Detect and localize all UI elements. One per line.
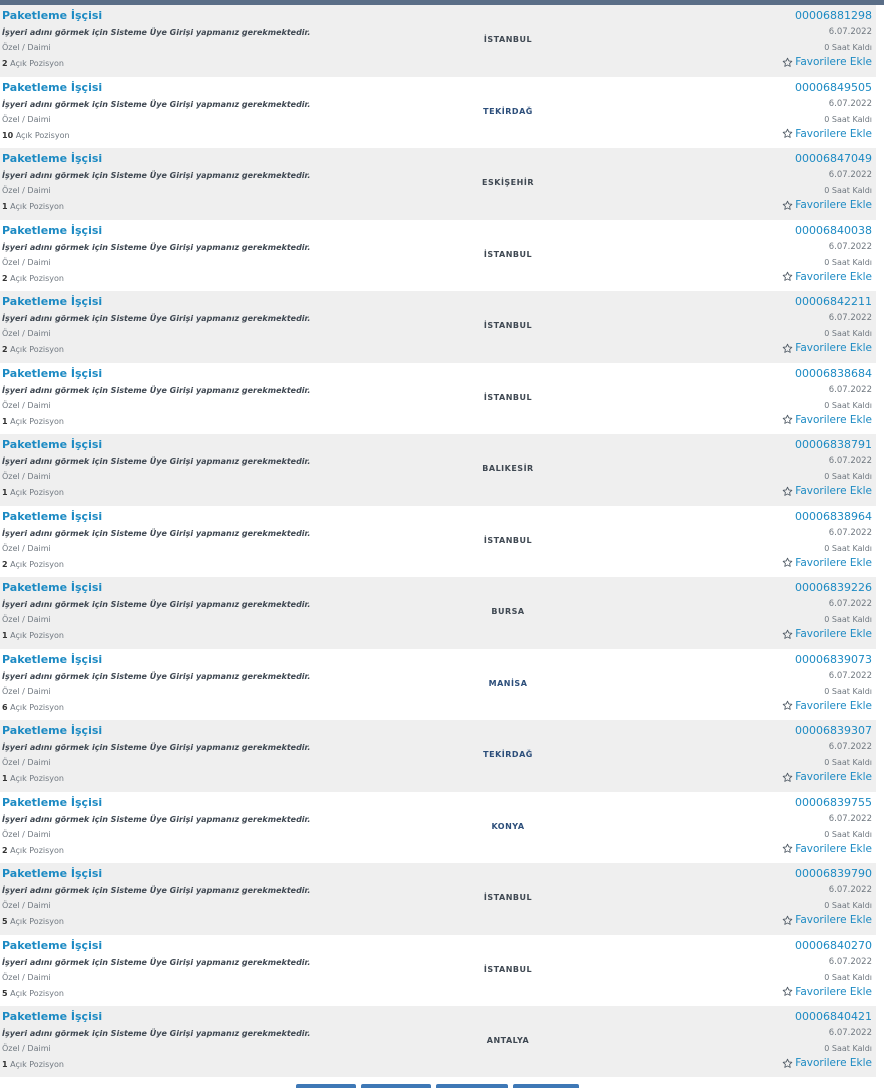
job-type: Özel / Daimi	[2, 543, 51, 553]
job-type: Özel / Daimi	[2, 972, 51, 982]
open-positions-label: Açık Pozisyon	[10, 917, 64, 926]
add-to-favorites-link[interactable]	[782, 771, 872, 783]
pagination-button[interactable]	[513, 1084, 579, 1088]
job-title-link[interactable]: Paketleme İşçisi	[2, 223, 103, 237]
open-positions	[2, 131, 70, 140]
open-positions-label: Açık Pozisyon	[10, 488, 64, 497]
job-city: TEKİRDAĞ	[483, 750, 533, 759]
open-positions-count: 2	[2, 345, 8, 354]
open-positions-count: 2	[2, 273, 8, 283]
star-outline-icon	[782, 414, 793, 425]
open-positions-count: 1	[2, 488, 8, 497]
pagination-button[interactable]	[296, 1084, 356, 1088]
job-row	[0, 77, 876, 149]
add-to-favorites-label: Favorilere Ekle	[795, 413, 872, 426]
open-positions-count: 5	[2, 988, 8, 998]
add-to-favorites-link[interactable]	[782, 1057, 872, 1069]
add-to-favorites-link[interactable]	[782, 485, 872, 497]
job-city: İSTANBUL	[483, 535, 533, 545]
add-to-favorites-label: Favorilere Ekle	[795, 485, 872, 497]
time-remaining: 0 Saat Kaldı	[824, 114, 872, 124]
open-positions	[2, 560, 64, 569]
employer-login-notice: İşyeri adını görmek için Sisteme Üye Girişi yapmanız gerekmektedir.	[2, 886, 311, 895]
job-title-link[interactable]: Paketleme İşçisi	[2, 581, 103, 594]
listing-date: 6.07.2022	[828, 813, 872, 824]
listing-number-link[interactable]: 00006847049	[795, 152, 872, 165]
open-positions-count: 6	[2, 702, 8, 712]
job-type: Özel / Daimi	[2, 615, 51, 624]
open-positions-count: 2	[2, 59, 8, 68]
pagination-button[interactable]	[436, 1084, 508, 1088]
job-row	[0, 577, 876, 649]
open-positions	[2, 202, 64, 211]
listing-number-link[interactable]: 00006838684	[795, 366, 872, 380]
job-title-link[interactable]: Paketleme İşçisi	[2, 295, 103, 308]
listing-date: 6.07.2022	[828, 27, 872, 37]
job-listing	[0, 5, 876, 1078]
job-row	[0, 5, 876, 77]
job-row	[0, 148, 876, 220]
open-positions-label: Açık Pozisyon	[10, 202, 64, 211]
job-type: Özel / Daimi	[2, 329, 51, 338]
pagination-bar	[0, 1077, 884, 1086]
open-positions	[2, 59, 64, 68]
job-title-link[interactable]: Paketleme İşçisi	[2, 438, 103, 451]
job-city: TEKİRDAĞ	[483, 106, 533, 116]
listing-number-link[interactable]: 00006838964	[795, 509, 872, 523]
open-positions	[2, 1060, 64, 1069]
star-outline-icon	[782, 772, 793, 783]
job-row	[0, 863, 876, 935]
listing-date: 6.07.2022	[828, 885, 872, 895]
job-type: Özel / Daimi	[2, 1044, 51, 1053]
listing-number-link[interactable]: 00006839307	[795, 724, 872, 737]
open-positions-label: Açık Pozisyon	[10, 702, 64, 712]
listing-number-link[interactable]: 00006839790	[795, 867, 872, 880]
employer-login-notice: İşyeri adını görmek için Sisteme Üye Girişi yapmanız gerekmektedir.	[2, 385, 311, 395]
add-to-favorites-label: Favorilere Ekle	[795, 199, 872, 211]
add-to-favorites-link[interactable]	[782, 414, 872, 426]
time-remaining: 0 Saat Kaldı	[824, 615, 872, 624]
employer-login-notice: İşyeri adını görmek için Sisteme Üye Girişi yapmanız gerekmektedir.	[2, 457, 311, 466]
job-type: Özel / Daimi	[2, 43, 51, 52]
job-row	[0, 1006, 876, 1078]
listing-date: 6.07.2022	[828, 98, 872, 109]
time-remaining: 0 Saat Kaldı	[824, 901, 872, 910]
open-positions-label: Açık Pozisyon	[15, 130, 70, 140]
job-row	[0, 935, 876, 1007]
job-type: Özel / Daimi	[2, 686, 51, 696]
time-remaining: 0 Saat Kaldı	[824, 329, 872, 338]
job-title-link[interactable]: Paketleme İşçisi	[2, 724, 103, 737]
add-to-favorites-label: Favorilere Ekle	[795, 56, 872, 68]
star-outline-icon	[782, 986, 793, 997]
add-to-favorites-link[interactable]	[782, 199, 872, 211]
add-to-favorites-label: Favorilere Ekle	[795, 914, 872, 926]
star-outline-icon	[782, 629, 793, 640]
add-to-favorites-link[interactable]	[782, 986, 872, 998]
listing-number-link[interactable]: 00006839226	[795, 581, 872, 594]
listing-date: 6.07.2022	[828, 456, 872, 466]
listing-date: 6.07.2022	[828, 670, 872, 681]
employer-login-notice: İşyeri adını görmek için Sisteme Üye Girişi yapmanız gerekmektedir.	[2, 814, 311, 824]
job-city: İSTANBUL	[483, 249, 533, 259]
open-positions-label: Açık Pozisyon	[10, 1060, 64, 1069]
time-remaining: 0 Saat Kaldı	[824, 472, 872, 481]
employer-login-notice: İşyeri adını görmek için Sisteme Üye Girişi yapmanız gerekmektedir.	[2, 743, 311, 752]
employer-login-notice: İşyeri adını görmek için Sisteme Üye Girişi yapmanız gerekmektedir.	[2, 314, 311, 323]
listing-number-link[interactable]: 00006840270	[795, 938, 872, 952]
job-city: İSTANBUL	[483, 964, 533, 974]
open-positions-label: Açık Pozisyon	[10, 59, 64, 68]
job-type: Özel / Daimi	[2, 400, 51, 410]
employer-login-notice: İşyeri adını görmek için Sisteme Üye Girişi yapmanız gerekmektedir.	[2, 528, 311, 538]
open-positions	[2, 417, 64, 426]
star-outline-icon	[782, 486, 793, 497]
job-type: Özel / Daimi	[2, 186, 51, 195]
job-title-link[interactable]: Paketleme İşçisi	[2, 509, 103, 523]
listing-number-link[interactable]: 00006839755	[795, 795, 872, 809]
job-city: BURSA	[491, 607, 525, 616]
time-remaining: 0 Saat Kaldı	[824, 186, 872, 195]
employer-login-notice: İşyeri adını görmek için Sisteme Üye Girişi yapmanız gerekmektedir.	[2, 28, 311, 37]
open-positions	[2, 345, 64, 354]
add-to-favorites-link[interactable]	[782, 843, 872, 855]
employer-login-notice: İşyeri adını görmek için Sisteme Üye Girişi yapmanız gerekmektedir.	[2, 1029, 311, 1038]
employer-login-notice: İşyeri adını görmek için Sisteme Üye Girişi yapmanız gerekmektedir.	[2, 671, 311, 681]
job-row	[0, 434, 876, 506]
add-to-favorites-link[interactable]	[782, 271, 872, 283]
star-outline-icon	[782, 128, 793, 139]
add-to-favorites-link[interactable]	[782, 557, 872, 569]
add-to-favorites-label: Favorilere Ekle	[795, 699, 872, 712]
employer-login-notice: İşyeri adını görmek için Sisteme Üye Girişi yapmanız gerekmektedir.	[2, 957, 311, 967]
open-positions-count: 2	[2, 845, 8, 855]
job-type: Özel / Daimi	[2, 257, 51, 267]
job-city: BALIKESİR	[482, 464, 534, 473]
job-title-link[interactable]: Paketleme İşçisi	[2, 9, 103, 22]
listing-number-link[interactable]: 00006839073	[795, 652, 872, 666]
job-row	[0, 649, 876, 721]
job-title-link[interactable]: Paketleme İşçisi	[2, 867, 103, 880]
job-row	[0, 506, 876, 578]
listing-date: 6.07.2022	[828, 384, 872, 395]
star-outline-icon	[782, 1058, 793, 1069]
job-type: Özel / Daimi	[2, 758, 51, 767]
job-city: MANİSA	[488, 678, 528, 688]
job-city: KONYA	[491, 821, 525, 831]
job-title-link[interactable]: Paketleme İşçisi	[2, 1010, 103, 1023]
listing-number-link[interactable]: 00006840421	[795, 1010, 872, 1023]
open-positions	[2, 274, 64, 283]
listing-date: 6.07.2022	[828, 599, 872, 609]
open-positions	[2, 774, 64, 783]
open-positions-count: 5	[2, 917, 8, 926]
add-to-favorites-link[interactable]	[782, 914, 872, 926]
open-positions-label: Açık Pozisyon	[10, 559, 64, 569]
job-city: İSTANBUL	[483, 35, 533, 44]
open-positions	[2, 703, 64, 712]
job-row	[0, 291, 876, 363]
add-to-favorites-label: Favorilere Ekle	[795, 771, 872, 783]
time-remaining: 0 Saat Kaldı	[824, 543, 872, 553]
add-to-favorites-link[interactable]	[782, 700, 872, 712]
job-type: Özel / Daimi	[2, 114, 51, 124]
job-city: ESKİŞEHİR	[482, 178, 534, 187]
job-city: ANTALYA	[486, 1036, 530, 1045]
open-positions-label: Açık Pozisyon	[10, 845, 64, 855]
open-positions-count: 2	[2, 559, 8, 569]
open-positions	[2, 917, 64, 926]
open-positions	[2, 989, 64, 998]
listing-date: 6.07.2022	[828, 170, 872, 180]
add-to-favorites-label: Favorilere Ekle	[795, 270, 872, 283]
open-positions	[2, 488, 64, 497]
add-to-favorites-link[interactable]	[782, 628, 872, 640]
time-remaining: 0 Saat Kaldı	[824, 1044, 872, 1053]
open-positions-count: 1	[2, 774, 8, 783]
time-remaining: 0 Saat Kaldı	[824, 257, 872, 267]
open-positions-label: Açık Pozisyon	[10, 273, 64, 283]
open-positions-label: Açık Pozisyon	[10, 774, 64, 783]
pagination-button[interactable]	[361, 1084, 431, 1088]
job-row	[0, 220, 876, 292]
time-remaining: 0 Saat Kaldı	[824, 829, 872, 839]
listing-date: 6.07.2022	[828, 241, 872, 252]
open-positions	[2, 846, 64, 855]
open-positions-count: 1	[2, 416, 8, 426]
employer-login-notice: İşyeri adını görmek için Sisteme Üye Girişi yapmanız gerekmektedir.	[2, 99, 311, 109]
add-to-favorites-label: Favorilere Ekle	[795, 556, 872, 569]
listing-number-link[interactable]: 00006840038	[795, 223, 872, 237]
job-row	[0, 363, 876, 435]
listing-date: 6.07.2022	[828, 1028, 872, 1038]
open-positions-label: Açık Pozisyon	[10, 988, 64, 998]
add-to-favorites-link[interactable]	[782, 342, 872, 354]
open-positions-count: 1	[2, 1060, 8, 1069]
star-outline-icon	[782, 343, 793, 354]
job-title-link[interactable]: Paketleme İşçisi	[2, 80, 103, 94]
open-positions-count: 1	[2, 202, 8, 211]
add-to-favorites-label: Favorilere Ekle	[795, 342, 872, 354]
add-to-favorites-link[interactable]	[782, 128, 872, 140]
job-type: Özel / Daimi	[2, 472, 51, 481]
listing-date: 6.07.2022	[828, 527, 872, 538]
add-to-favorites-label: Favorilere Ekle	[795, 127, 872, 140]
star-outline-icon	[782, 700, 793, 711]
star-outline-icon	[782, 557, 793, 568]
job-title-link[interactable]: Paketleme İşçisi	[2, 152, 103, 165]
open-positions-label: Açık Pozisyon	[10, 416, 64, 426]
job-title-link[interactable]: Paketleme İşçisi	[2, 652, 103, 666]
employer-login-notice: İşyeri adını görmek için Sisteme Üye Girişi yapmanız gerekmektedir.	[2, 600, 311, 609]
time-remaining: 0 Saat Kaldı	[824, 972, 872, 982]
listing-date: 6.07.2022	[828, 956, 872, 967]
star-outline-icon	[782, 843, 793, 854]
star-outline-icon	[782, 271, 793, 282]
time-remaining: 0 Saat Kaldı	[824, 400, 872, 410]
add-to-favorites-label: Favorilere Ekle	[795, 842, 872, 855]
listing-number-link[interactable]: 00006838791	[795, 438, 872, 451]
listing-date: 6.07.2022	[828, 313, 872, 323]
job-row	[0, 720, 876, 792]
job-type: Özel / Daimi	[2, 829, 51, 839]
star-outline-icon	[782, 200, 793, 211]
job-title-link[interactable]: Paketleme İşçisi	[2, 366, 103, 380]
job-city: İSTANBUL	[483, 321, 533, 330]
add-to-favorites-label: Favorilere Ekle	[795, 985, 872, 998]
add-to-favorites-label: Favorilere Ekle	[795, 1057, 872, 1069]
listing-date: 6.07.2022	[828, 742, 872, 752]
add-to-favorites-label: Favorilere Ekle	[795, 628, 872, 640]
listing-number-link[interactable]: 00006842211	[795, 295, 872, 308]
job-type: Özel / Daimi	[2, 901, 51, 910]
employer-login-notice: İşyeri adını görmek için Sisteme Üye Girişi yapmanız gerekmektedir.	[2, 242, 311, 252]
job-city: İSTANBUL	[483, 893, 533, 902]
star-outline-icon	[782, 57, 793, 68]
add-to-favorites-link[interactable]	[782, 56, 872, 68]
open-positions-count: 1	[2, 631, 8, 640]
job-row	[0, 792, 876, 864]
job-title-link[interactable]: Paketleme İşçisi	[2, 938, 103, 952]
employer-login-notice: İşyeri adını görmek için Sisteme Üye Girişi yapmanız gerekmektedir.	[2, 171, 311, 180]
listing-number-link[interactable]: 00006849505	[795, 80, 872, 94]
listing-number-link[interactable]: 00006881298	[795, 9, 872, 22]
job-city: İSTANBUL	[483, 392, 533, 402]
time-remaining: 0 Saat Kaldı	[824, 758, 872, 767]
open-positions-count: 10	[2, 130, 14, 140]
job-title-link[interactable]: Paketleme İşçisi	[2, 795, 103, 809]
time-remaining: 0 Saat Kaldı	[824, 686, 872, 696]
open-positions	[2, 631, 64, 640]
time-remaining: 0 Saat Kaldı	[824, 43, 872, 52]
open-positions-label: Açık Pozisyon	[10, 631, 64, 640]
star-outline-icon	[782, 915, 793, 926]
open-positions-label: Açık Pozisyon	[10, 345, 64, 354]
